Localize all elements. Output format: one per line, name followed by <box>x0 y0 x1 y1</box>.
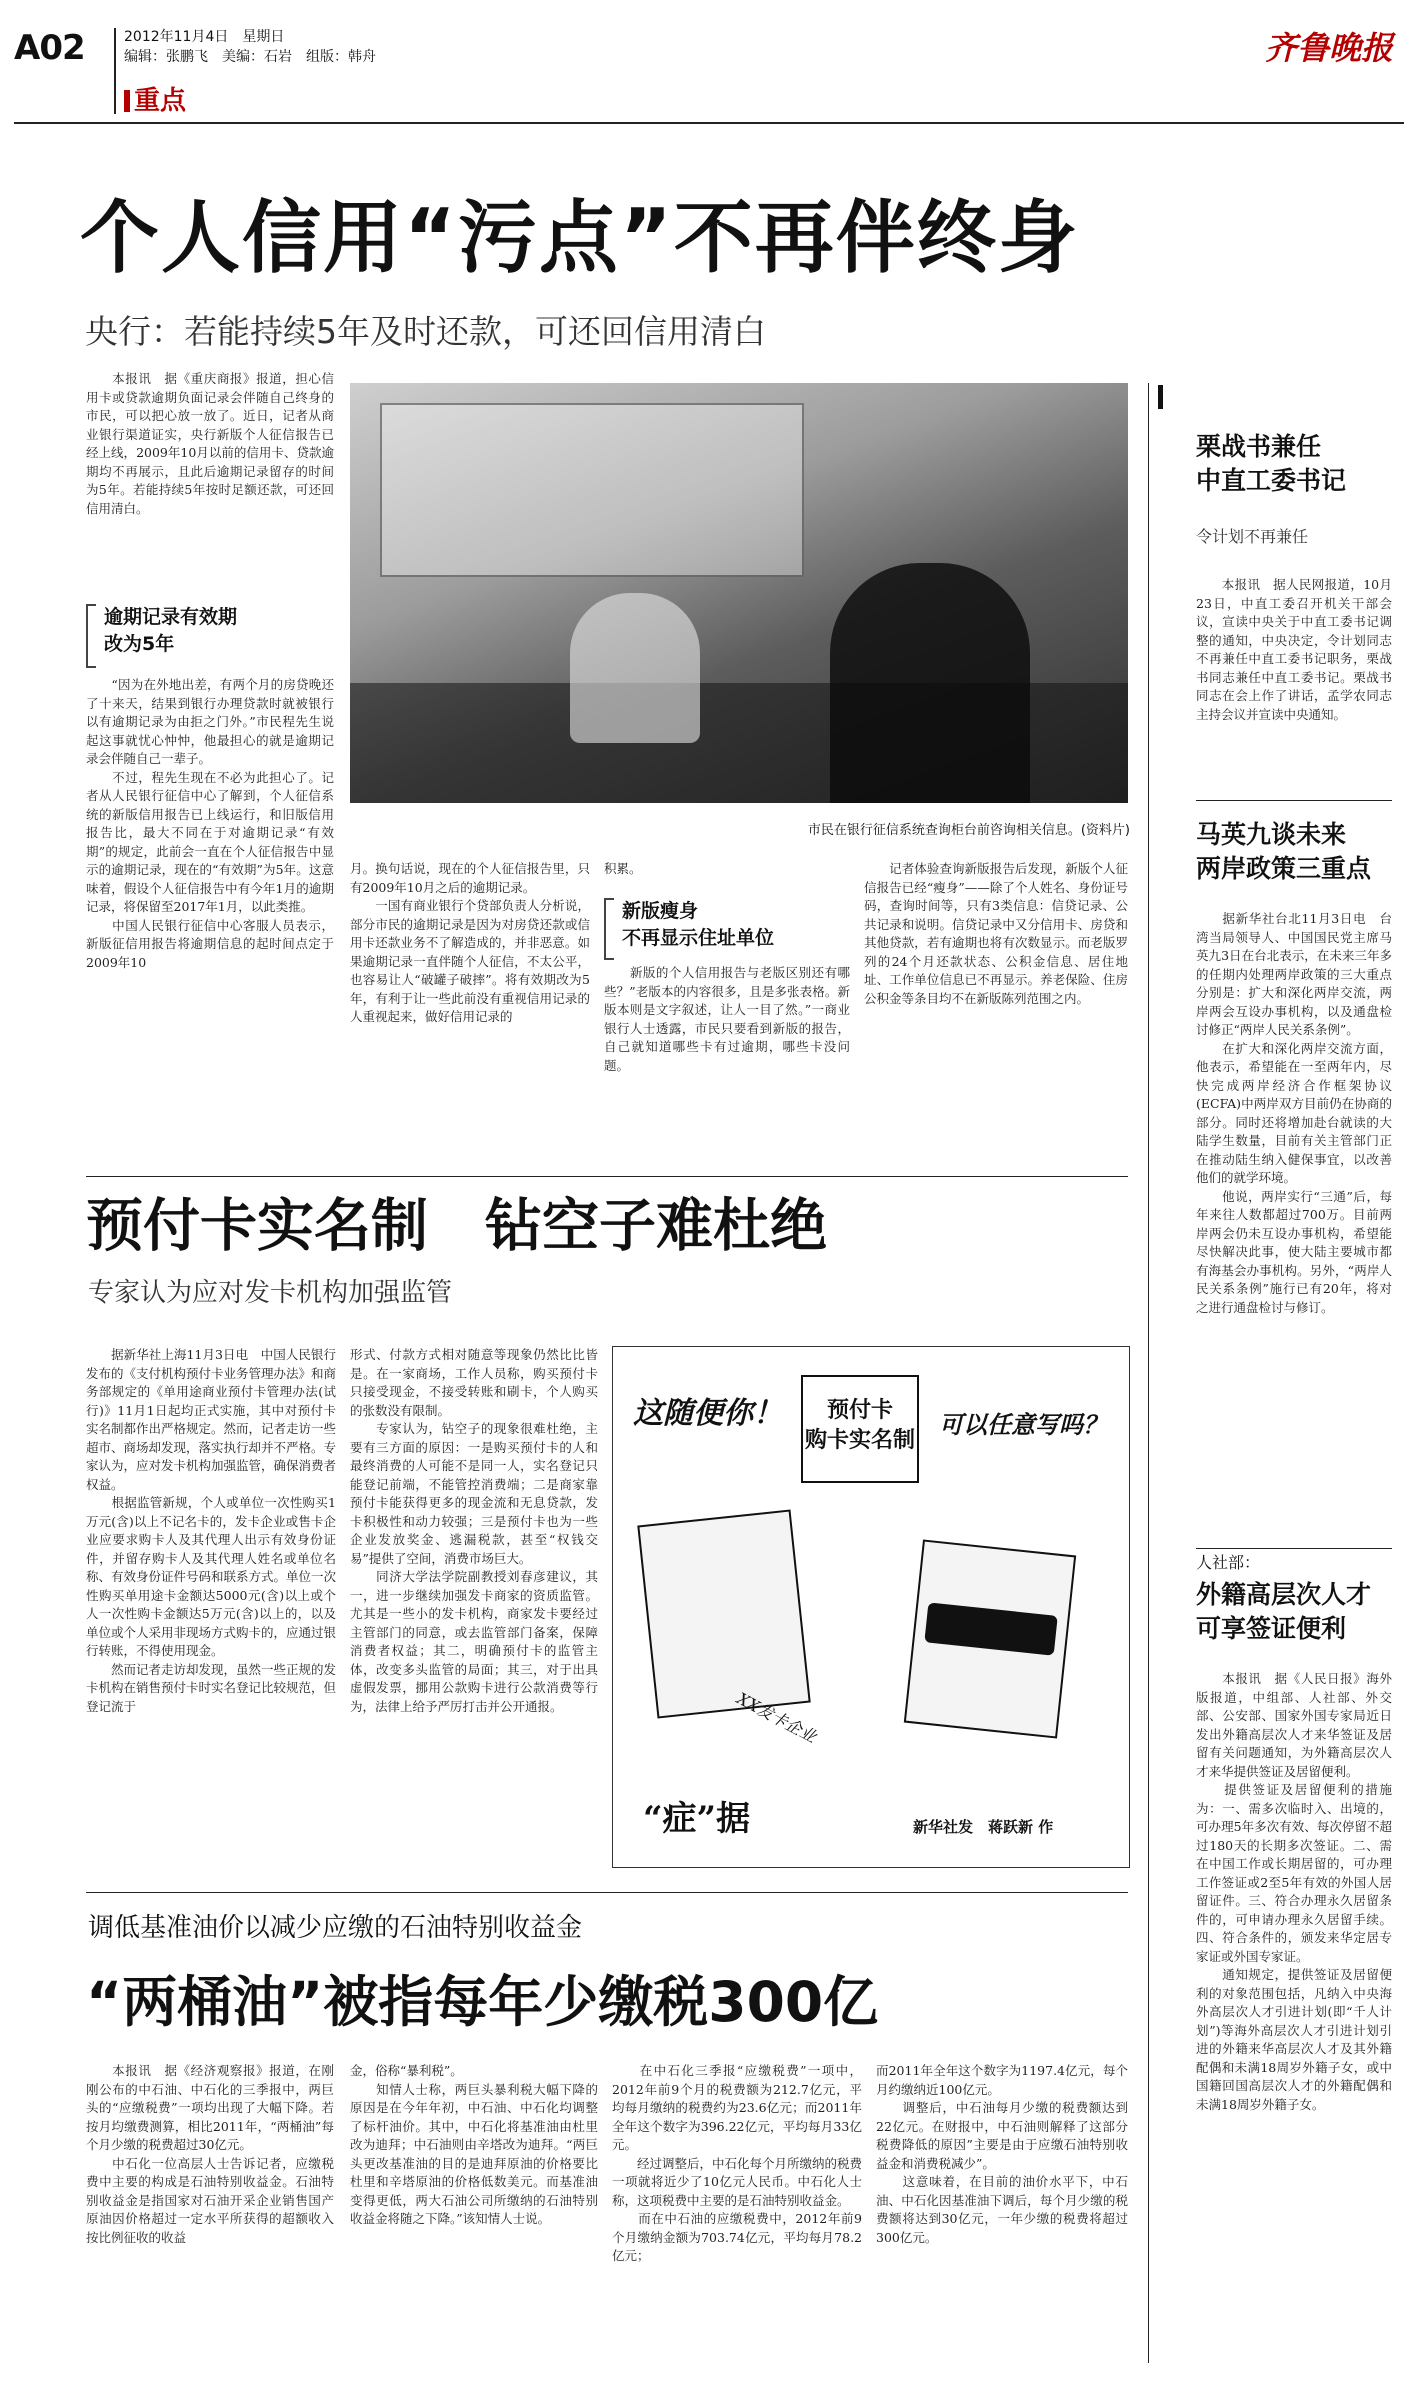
paper-name: 齐鲁晚报 <box>1265 29 1394 67</box>
story3-column2: 金，俗称“暴利税”。 知情人士称，两巨头暴利税大幅下降的原因是在今年年初，中石油、中石化均调整了标杆油价。其中，中石化将基准油由杜里改为迪拜；中石油则由辛塔改为迪拜。“两巨头更改基准油的目的是迪拜原油的价格要比杜里和辛塔原油的价格低数美元。而基准油变得更低，两大石油公司所缴纳的石油特别收益金将随之下降。”该知情人士说。 <box>350 2063 598 2226</box>
issue-date: 2012年11月4日 星期日 <box>124 29 285 45</box>
masthead-divider <box>114 28 116 114</box>
sidebar-divider <box>1148 383 1149 2363</box>
story1-subheadline: 央行：若能持续5年及时还款，可还回信用清白 <box>85 312 766 351</box>
side1-subheadline: 令计划不再兼任 <box>1196 527 1309 546</box>
side1-body: 本报讯 据人民网报道，10月23日，中直工委召开机关干部会议，宣读中央关于中直工委书记调整的通知，中央决定，令计划同志不再兼任中直工委书记职务，栗战书同志兼任中直工委书记。栗战书同志在会上作了讲话，孟学农同志主持会议并宣读中央通知。 <box>1196 577 1392 722</box>
story3-headline: “两桶油”被指每年少缴税300亿 <box>86 1970 879 2034</box>
photo-customer-figure <box>830 563 1030 803</box>
story1-column4: 记者体验查询新版报告后发现，新版个人征信报告已经“瘦身”——除了个人姓名、身份证号码，查询时间等，只有3类信息：信贷记录、公共记录和说明。信贷记录中又分信用卡、房贷和其他贷款，若有逾期也将有次数显示。而老版罗列的24个月还款状态、公积金信息、居住地址、工作单位信息已不再显示。养老保险、住房公积金等条目均不在新版陈列范围之内。 <box>864 861 1128 1006</box>
cartoon-credit: 新华社发 蒋跃新 作 <box>913 1818 1054 1836</box>
story1-column1-body: “因为在外地出差，有两个月的房贷晚还了十来天，结果到银行办理贷款时就被银行以有逾期记录为由拒之门外。”市民程先生说起这事就忧心忡忡，他最担心的就是逾期记录会伴随自己一辈子。 不过，程先生现在不必为此担心了。记者从人民银行征信中心了解到，个人征信系统的新版信用报告已上线运行，和旧版信用报告比，最大不同在于对逾期记录“有效期”的规定，此前会一直在个人征信报告中显示的逾期记录，现在的“有效期”为5年。这意味着，假设个人征信报告中有今年1月的逾期记录，将保留至2017年1月，以此类推。 中国人民银行征信中心客服人员表示，新版征信用报告将逾期信息的起时间点定于2009年10 <box>86 677 334 970</box>
story3-column3: 在中石化三季报“应缴税费”一项中，2012年前9个月的税费额为212.7亿元，平均每月缴纳的税费约为23.6亿元；而2011年全年这个数字为396.22亿元，平均每月33亿元。 经过调整后，中石化每个月所缴纳的税费一项就将近少了10亿元人民币。中石化人士称，这项税费中主要的是石油特别收益金。 而在中石油的应缴税费中，2012年前9个月缴纳金额为703.74亿元，平均每月78.2亿元； <box>612 2063 862 2263</box>
masthead-rule <box>14 122 1404 124</box>
sidebar-marker-icon <box>1158 385 1163 409</box>
story1-lead-text: 本报讯 据《重庆商报》报道，担心信用卡或贷款逾期负面记录会伴随自己终身的市民，可以把心放一放了。近日，记者从商业银行渠道证实，央行新版个人征信报告已经上线，2009年10月以前的信用卡、贷款逾期均不再展示，且此后逾期记录留存的时间为5年。若能持续5年按时足额还款，可还回信用清白。 <box>86 371 334 516</box>
story1-rule <box>86 1176 1128 1177</box>
sidebar-rule-2 <box>1196 1548 1392 1549</box>
story1-headline: 个人信用“污点”不再伴终身 <box>80 192 1079 284</box>
photo-teller-figure <box>570 593 700 743</box>
story1-column3-lead: 积累。 <box>604 861 642 876</box>
card-character-left-icon <box>637 1509 810 1718</box>
story2-subheadline: 专家认为应对发卡机构加强监管 <box>88 1278 453 1308</box>
story1-photo-caption: 市民在银行征信系统查询柜台前咨询相关信息。(资料片) <box>807 823 1130 838</box>
story1-column3-body: 新版的个人信用报告与老版区别还有哪些？”老版本的内容很多，且是多张表格。新版本则是文字叙述，让人一目了然。”一商业银行人士透露，市民只要看到新版的报告，自己就知道哪些卡有过逾期，哪些卡没问题。 <box>604 965 850 1073</box>
editor-credits: 编辑：张鹏飞 美编：石岩 组版：韩舟 <box>124 49 376 65</box>
card-character-right-icon <box>904 1539 1076 1738</box>
side2-headline: 马英九谈未来 两岸政策三重点 <box>1196 820 1372 883</box>
story1-subhead-slim: 新版瘦身 不再显示住址单位 <box>622 900 775 949</box>
story2-rule <box>86 1892 1128 1893</box>
side3-headline: 外籍高层次人才 可享签证便利 <box>1196 1580 1372 1643</box>
mask-icon <box>924 1602 1057 1655</box>
section-label: 重点 <box>134 86 187 116</box>
page-number: A02 <box>14 28 85 68</box>
subhead-bracket-icon <box>86 604 96 668</box>
cartoon-title: “症”据 <box>643 1799 751 1839</box>
sidebar-rule-1 <box>1196 800 1392 801</box>
story3-column4: 而2011年全年这个数字为1197.4亿元，每个月约缴纳近100亿元。 调整后，中石油每月少缴的税费额达到22亿元。在财报中，中石油则解释了这部分税费降低的原因”主要是由于应缴石油特别收益金和消费税减少”。 这意味着，在目前的油价水平下，中石油、中石化因基准油下调后，每个月少缴的税费额将达到30亿元，一年少缴的税费将超过300亿元。 <box>876 2063 1128 2245</box>
cartoon-speech-right: 可以任意写吗？ <box>939 1410 1107 1439</box>
story1-subhead-validity: 逾期记录有效期 改为5年 <box>104 606 238 655</box>
story3-column1: 本报讯 据《经济观察报》报道，在刚刚公布的中石油、中石化的三季报中，两巨头的“应缴税费”一项均出现了大幅下降。若按月均缴费测算，相比2011年，“两桶油”每个月少缴的税费超过30亿元。 中石化一位高层人士告诉记者，应缴税费中主要的构成是石油特别收益金。石油特别收益金是指国家对石油开采企业销售国产原油因价格超过一定水平所获得的超额收入按比例征收的收益 <box>86 2063 334 2245</box>
side3-kicker: 人社部： <box>1196 1553 1261 1572</box>
story2-cartoon <box>612 1346 1130 1868</box>
side1-headline: 栗战书兼任 中直工委书记 <box>1196 432 1347 495</box>
cartoon-card-label: XX发卡企业 <box>733 1688 820 1747</box>
story1-column2: 月。换句话说，现在的个人征信报告里，只有2009年10月之后的逾期记录。 一国有商业银行个贷部负责人分析说，部分市民的逾期记录是因为对房贷还款或信用卡还款业务不了解造成的，并非恶意。如果逾期记录一直伴随个人征信，不太公平，也容易让人“破罐子破摔”。将有效期改为5年，有利于让一些此前没有重视信用记录的人重视起来，做好信用记录的 <box>350 861 590 1024</box>
cartoon-banner-sign: 预付卡 购卡实名制 <box>801 1375 919 1483</box>
photo-window-panel <box>380 403 804 577</box>
story2-column2: 形式、付款方式相对随意等现象仍然比比皆是。在一家商场，工作人员称，购买预付卡只接受现金，不接受转账和刷卡，个人购买的张数没有限制。 专家认为，钻空子的现象很难杜绝，主要有三方面的原因：一是购买预付卡的人和最终消费的人可能不是同一人，实名登记只能登记前端，不能管控消费端；二是商家靠预付卡能获得更多的现金流和无息贷款，发卡积极性和动力较强；三是预付卡也为一些企业发放奖金、逃漏税款，甚至“权钱交易”提供了空间，消费市场巨大。 同济大学法学院副教授刘春彦建议，其一，进一步继续加强发卡商家的资质监管。尤其是一些小的发卡机构，商家发卡要经过主管部门的同意，或去监管部门备案，保障消费者权益；其二，明确预付卡的监管主体，改变多头监管的局面；其三，对于出具虚假发票，挪用公款购卡进行公款消费等行为，法律上给予严厉打击并公开通报。 <box>350 1347 598 1714</box>
subhead-bracket-icon <box>604 898 614 960</box>
cartoon-speech-left: 这随便你！ <box>633 1396 783 1431</box>
side2-body: 据新华社台北11月3日电 台湾当局领导人、中国国民党主席马英九3日在台北表示，在未来三年多的任期内处理两岸政策的三大重点分别是：扩大和深化两岸交流，两岸两会互设办事机构，以及通盘检讨修正“两岸人民关系条例”。 在扩大和深化两岸交流方面，他表示，希望能在一至两年内，尽快完成两岸经济合作框架协议(ECFA)中两岸双方目前仍在协商的部分。同时还将增加赴台就读的大陆学生数量，目前有关主管部门正在推动陆生纳入健保事宜，以改善他们的就学环境。 他说，两岸实行“三通”后，每年来往人数都超过700万。目前两岸两会仍未互设办事机构，希望能尽快解决此事，使大陆主要城市都有海基会办事机构。另外，“两岸人民关系条例”施行已有20年，将对之进行通盘检讨与修订。 <box>1196 911 1392 1315</box>
story3-kicker: 调低基准油价以减少应缴的石油特别收益金 <box>88 1913 583 1943</box>
side3-body: 本报讯 据《人民日报》海外版报道，中组部、人社部、外交部、公安部、国家外国专家局近日发出外籍高层次人才来华签证及居留有关问题通知，为外籍高层次人才来华提供签证及居留便利。 提供签证及居留便利的措施为：一、需多次临时入、出境的，可办理5年多次有效、每次停留不超过180天的长期多次签证。二、需在中国工作或长期居留的，可办理工作签证或2至5年有效的外国人居留证件。三、符合办理永久居留条件的，可申请办理永久居留手续。四、符合条件的，颁发来华定居专家证或外国专家证。 通知规定，提供签证及居留便利的对象范围包括，凡纳入中央海外高层次人才引进计划(即“千人计划”)等海外高层次人才引进计划引进的外籍来华高层次人才及其外籍配偶和未满18周岁外籍子女，或中国籍回国高层次人才的外籍配偶和未满18周岁外籍子女。 <box>1196 1671 1392 2112</box>
story2-headline: 预付卡实名制 钻空子难杜绝 <box>86 1193 827 1259</box>
section-marker-icon <box>124 90 130 112</box>
story2-column1: 据新华社上海11月3日电 中国人民银行发布的《支付机构预付卡业务管理办法》和商务部规定的《单用途商业预付卡管理办法(试行)》11月1日起均正式实施，其中对预付卡实名制都作出严格规定。然而，记者走访一些超市、商场却发现，落实执行却并不严格。专家认为，应对发卡机构加强监管，确保消费者权益。 根据监管新规，个人或单位一次性购买1万元(含)以上不记名卡的，发卡企业或售卡企业应要求购卡人及其代理人出示有效身份证件，并留存购卡人及其代理人姓名或单位名称、有效身份证件号码和联系方式。单位一次性购买单用途卡金额达5000元(含)以上或个人一次性购卡金额达5万元(含)以上的，以及单位或个人采用非现场方式购卡的，应通过银行转账，不得使用现金。 然而记者走访却发现，虽然一些正规的发卡机构在销售预付卡时实名登记比较规范，但登记流于 <box>86 1347 336 1714</box>
story1-photo <box>350 383 1128 803</box>
